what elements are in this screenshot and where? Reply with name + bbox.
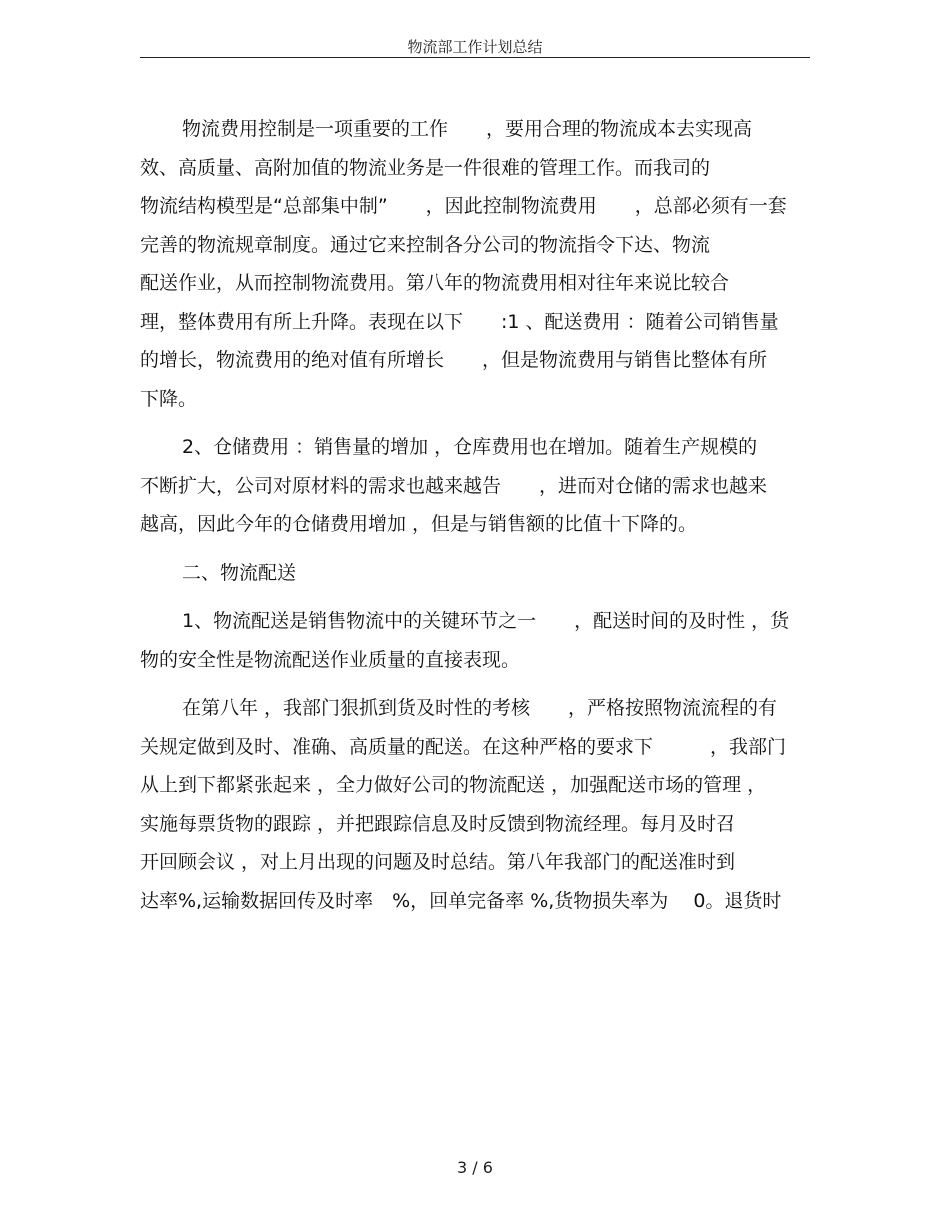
paragraph-line: 不断扩大，公司对原材料的需求也越来越告 ，进而对仓储的需求也越来 <box>140 474 768 497</box>
paragraph-line: 2、仓储费用 ：销售量的增加 ，仓库费用也在增加。随着生产规模的 <box>182 436 758 458</box>
paragraph-line: 物流费用控制是一项重要的工作 ，要用合理的物流成本去实现高 <box>182 118 753 140</box>
paragraph-line: 实施每票货物的跟踪 ，并把跟踪信息及时反馈到物流经理。每月及时召 <box>140 812 736 835</box>
paragraph-line: 效、高质量、高附加值的物流业务是一件很难的管理工作。而我司的 <box>140 156 711 179</box>
page-number: 3 / 6 <box>457 1158 493 1177</box>
paragraph-line: 的增长，物流费用的绝对值有所增长 ，但是物流费用与销售比整体有所 <box>140 349 768 371</box>
paragraph-line: 理，整体费用有所上升降。表现在以下 :1 、配送费用 ：随着公司销售量 <box>140 310 779 333</box>
page-header-title: 物流部工作计划总结 <box>407 38 543 56</box>
document-body <box>140 110 810 920</box>
paragraph-line: 物的安全性是物流配送作业质量的直接表现。 <box>140 648 521 671</box>
paragraph-line: 达率%,运输数据回传及时率 %，回单完备率 %,货物损失率为 0。退货时 <box>140 889 782 912</box>
paragraph-line: 1、物流配送是销售物流中的关键环节之一 ，配送时间的及时性 ，货 <box>182 610 790 632</box>
paragraph-line: 开回顾会议 ，对上月出现的问题及时总结。第八年我部门的配送准时到 <box>140 851 736 873</box>
paragraph-line: 从上到下都紧张起来 ，全力做好公司的物流配送 ，加强配送市场的管理 ， <box>140 774 767 796</box>
paragraph-line: 完善的物流规章制度。通过它来控制各分公司的物流指令下达、物流 <box>140 233 711 256</box>
paragraph-line: 物流结构模型是“总部集中制” ，因此控制物流费用 ，总部必须有一套 <box>140 195 787 217</box>
paragraph-line: 下降。 <box>140 387 198 410</box>
paragraph-line: 越高，因此今年的仓储费用增加 ，但是与销售额的比值十下降的。 <box>140 513 698 535</box>
header-divider <box>140 57 810 58</box>
paragraph-line: 关规定做到及时、准确、高质量的配送。在这种严格的要求下 ，我部门 <box>140 735 787 758</box>
section-heading: 二、物流配送 <box>182 561 297 584</box>
paragraph-line: 在第八年 ，我部门狠抓到货及时性的考核 ，严格按照物流流程的有 <box>182 697 778 719</box>
paragraph-line: 配送作业，从而控制物流费用。第八年的物流费用相对往年来说比较合 <box>140 272 730 294</box>
